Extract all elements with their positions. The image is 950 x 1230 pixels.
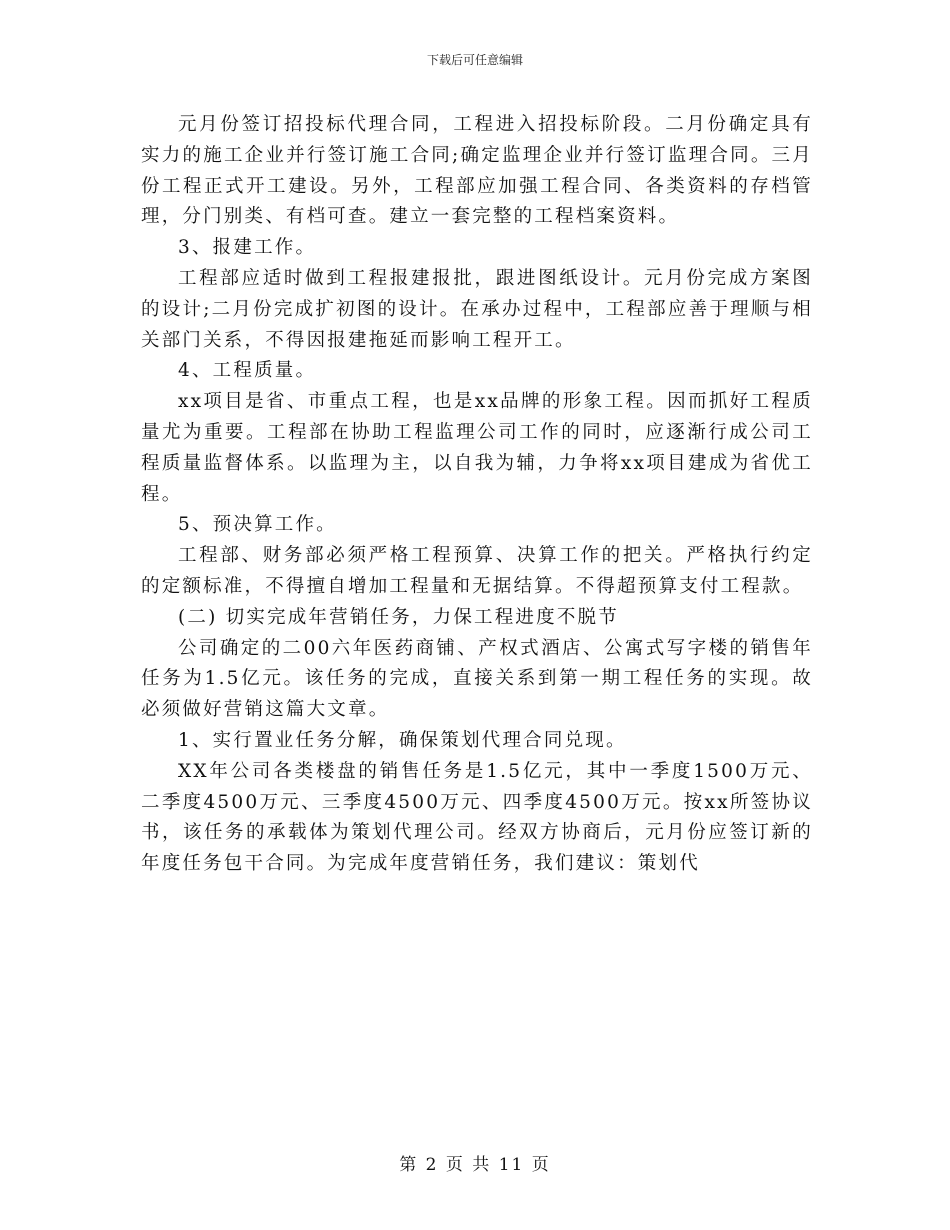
paragraph-permit-work: 工程部应适时做到工程报建报批，跟进图纸设计。元月份完成方案图的设计;二月份完成扩初图的设计。在承办过程中，工程部应善于理顺与相关部门关系，不得因报建拖延而影响工程开工。 [141, 267, 813, 351]
heading-sales-tasks: (二) 切实完成年营销任务，力保工程进度不脱节 [178, 606, 619, 628]
paragraph-task-breakdown: XX年公司各类楼盘的销售任务是1.5亿元，其中一季度1500万元、二季度4500万元、三季度4500万元、四季度4500万元。按xx所签协议书，该任务的承载体为策划代理公司。经双方协商后，元月份应签订新的年度任务包干合同。为完成年度营销任务，我们建议：策划代 [141, 760, 813, 875]
heading-permit-work: 3、报建工作。 [178, 237, 317, 259]
document-body [141, 110, 813, 880]
heading-project-quality: 4、工程质量。 [178, 360, 317, 382]
heading-task-breakdown: 1、实行置业任务分解，确保策划代理合同兑现。 [178, 729, 627, 751]
paragraph-budget-settlement: 工程部、财务部必须严格工程预算、决算工作的把关。严格执行约定的定额标准，不得擅自增加工程量和无据结算。不得超预算支付工程款。 [141, 545, 813, 597]
paragraph-project-quality: xx项目是省、市重点工程，也是xx品牌的形象工程。因而抓好工程质量尤为重要。工程部在协助工程监理公司工作的同时，应逐渐行成公司工程质量监督体系。以监理为主，以自我为辅，力争将xx项目建成为省优工程。 [141, 391, 813, 505]
heading-budget-settlement: 5、预决算工作。 [178, 514, 337, 536]
paragraph-bidding-schedule: 元月份签订招投标代理合同，工程进入招投标阶段。二月份确定具有实力的施工企业并行签订施工合同;确定监理企业并行签订监理合同。三月份工程正式开工建设。另外，工程部应加强工程合同、各类资料的存档管理，分门别类、有档可查。建立一套完整的工程档案资料。 [141, 114, 813, 228]
paragraph-sales-target: 公司确定的二00六年医药商铺、产权式酒店、公寓式写字楼的销售年任务为1.5亿元。该任务的完成，直接关系到第一期工程任务的实现。故必须做好营销这篇大文章。 [141, 637, 813, 721]
page-number: 第 2 页 共 11 页 [399, 1155, 551, 1175]
page-header-note: 下载后可任意编辑 [426, 53, 523, 67]
